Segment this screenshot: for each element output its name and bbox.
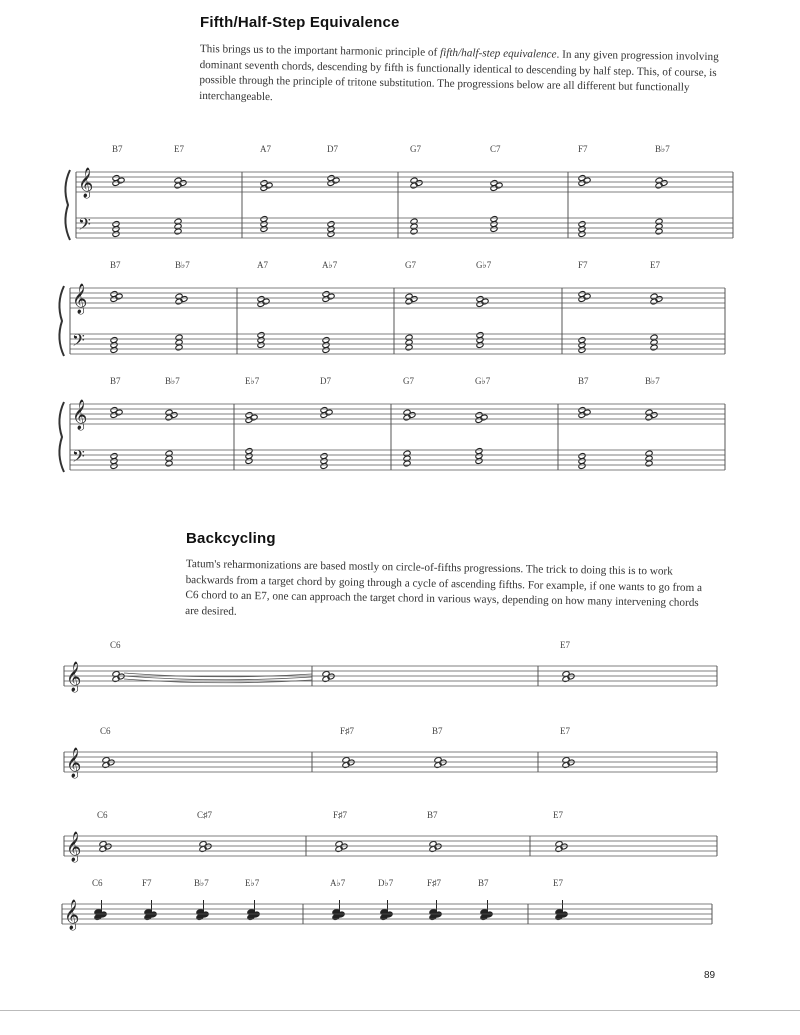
note-head xyxy=(204,843,212,850)
chord-symbol: E7 xyxy=(553,810,563,820)
note-head xyxy=(115,409,123,416)
note-head xyxy=(567,673,575,680)
chord-symbol: E♭7 xyxy=(245,376,260,386)
chord-symbol: C6 xyxy=(100,726,111,736)
note-head xyxy=(107,759,115,766)
chord-symbol: E7 xyxy=(174,144,184,154)
treble-clef-icon: 𝄞 xyxy=(66,662,82,692)
chord-symbol: F7 xyxy=(142,878,152,888)
treble-clef-icon: 𝄞 xyxy=(72,284,88,314)
chord-symbol: C7 xyxy=(490,144,501,154)
chord-symbol: E7 xyxy=(650,260,660,270)
chord-symbol: B♭7 xyxy=(655,144,670,154)
note-head xyxy=(170,412,178,419)
note-head xyxy=(660,180,668,187)
chord-symbol: C6 xyxy=(92,878,103,888)
note-head xyxy=(560,843,568,850)
note-head xyxy=(567,759,575,766)
chord-symbol: B7 xyxy=(478,878,489,888)
treble-clef-icon: 𝄞 xyxy=(72,400,88,430)
chord-symbol: B7 xyxy=(110,376,121,386)
note-head xyxy=(325,409,333,416)
chord-symbol: B♭7 xyxy=(175,260,190,270)
treble-clef-icon: 𝄞 xyxy=(66,748,82,778)
brace xyxy=(59,286,64,356)
note-head xyxy=(434,843,442,850)
single-staff-system xyxy=(64,640,717,693)
chord-symbol: B7 xyxy=(427,810,438,820)
chord-symbol: C♯7 xyxy=(197,810,213,820)
chord-symbol: A♭7 xyxy=(322,260,338,270)
note-head xyxy=(495,182,503,189)
chord-symbol: B♭7 xyxy=(645,376,660,386)
note-head xyxy=(480,414,488,421)
chord-symbol: B7 xyxy=(110,260,121,270)
bass-clef-icon: 𝄢 xyxy=(78,214,91,238)
note-head xyxy=(180,296,188,303)
backcycling-paragraph: Tatum's reharmonizations are based mostly on circle-of-fifths progressions. The trick to doing this is to work backwards from a target chord by going through a cycle of ascending fifths. For example, if one wants to go from a C6 chord to an E7, one can approach the target chord in various ways, depending on how many intervening chords are desired. xyxy=(185,557,703,618)
chord-symbol: E7 xyxy=(560,726,570,736)
note-head xyxy=(439,759,447,766)
chord-symbol: F7 xyxy=(578,260,588,270)
para-text-after: . In any given progression involving dominant seventh chords, descending by fifth is functionally identical to descending by half step. This, of course, is possible through the principle of tritone substitution. The progressions below are all different but functionally interchangeable. xyxy=(199,48,719,103)
note-head xyxy=(347,759,355,766)
chord-symbol: C6 xyxy=(97,810,108,820)
note-head xyxy=(104,843,112,850)
treble-staff xyxy=(64,666,717,686)
note-head xyxy=(340,843,348,850)
bass-staff xyxy=(70,334,725,354)
brace xyxy=(65,170,70,240)
treble-staff xyxy=(64,836,717,856)
treble-staff xyxy=(76,172,733,192)
chord-symbol: A7 xyxy=(257,260,268,270)
note-head xyxy=(583,293,591,300)
section-heading-backcycling: Backcycling xyxy=(186,530,276,547)
chord-symbol: D♭7 xyxy=(378,878,394,888)
note-head xyxy=(655,296,663,303)
bass-clef-icon: 𝄢 xyxy=(72,330,85,354)
note-head xyxy=(415,180,423,187)
chord-symbol: F♯7 xyxy=(333,810,348,820)
chord-symbol: G♭7 xyxy=(476,260,492,270)
note-head xyxy=(117,673,125,680)
note-head xyxy=(327,673,335,680)
bass-staff xyxy=(70,450,725,470)
bass-clef-icon: 𝄢 xyxy=(72,446,85,470)
chord-symbol: B7 xyxy=(578,376,589,386)
chord-symbol: G♭7 xyxy=(475,376,491,386)
treble-clef-icon: 𝄞 xyxy=(66,832,82,862)
note-head xyxy=(583,177,591,184)
chord-symbol: A7 xyxy=(260,144,271,154)
page-number: 89 xyxy=(704,970,716,981)
chord-symbol: F♯7 xyxy=(340,726,355,736)
chord-symbol: B7 xyxy=(112,144,123,154)
note-head xyxy=(250,414,258,421)
chord-symbol: E♭7 xyxy=(245,878,260,888)
note-head xyxy=(583,409,591,416)
treble-staff xyxy=(70,288,725,308)
note-head xyxy=(179,180,187,187)
chord-symbol: F♯7 xyxy=(427,878,442,888)
treble-staff xyxy=(64,752,717,772)
note-head xyxy=(408,412,416,419)
chord-symbol: A♭7 xyxy=(330,878,346,888)
para-text-before: This brings us to the important harmonic principle of xyxy=(199,42,441,59)
note-head xyxy=(650,412,658,419)
chord-symbol: G7 xyxy=(410,144,421,154)
note-head xyxy=(262,298,270,305)
chord-symbol: F7 xyxy=(578,144,588,154)
single-staff-system xyxy=(64,726,717,779)
chord-symbol: C6 xyxy=(110,640,121,650)
para-italic-term: fifth/half-step equivalence xyxy=(439,46,557,61)
single-staff-system xyxy=(64,810,717,863)
note-head xyxy=(115,293,123,300)
chord-symbol: B♭7 xyxy=(165,376,180,386)
note-head xyxy=(265,182,273,189)
note-head xyxy=(481,298,489,305)
treble-clef-icon: 𝄞 xyxy=(64,900,80,930)
single-staff-system xyxy=(62,878,712,931)
chord-symbol: B♭7 xyxy=(194,878,209,888)
brace xyxy=(59,402,64,472)
chord-symbol: G7 xyxy=(405,260,416,270)
treble-staff xyxy=(70,404,725,424)
chord-symbol: E7 xyxy=(560,640,570,650)
chord-symbol: E7 xyxy=(553,878,563,888)
treble-clef-icon: 𝄞 xyxy=(78,168,94,198)
note-head xyxy=(332,177,340,184)
note-head xyxy=(327,293,335,300)
chord-symbol: D7 xyxy=(320,376,331,386)
chord-symbol: B7 xyxy=(432,726,443,736)
footer-rule xyxy=(0,1010,800,1011)
note-head xyxy=(410,296,418,303)
chord-symbol: D7 xyxy=(327,144,338,154)
note-head xyxy=(117,177,125,184)
chord-symbol: G7 xyxy=(403,376,414,386)
section-heading-fifth-half-step: Fifth/Half-Step Equivalence xyxy=(200,14,400,31)
